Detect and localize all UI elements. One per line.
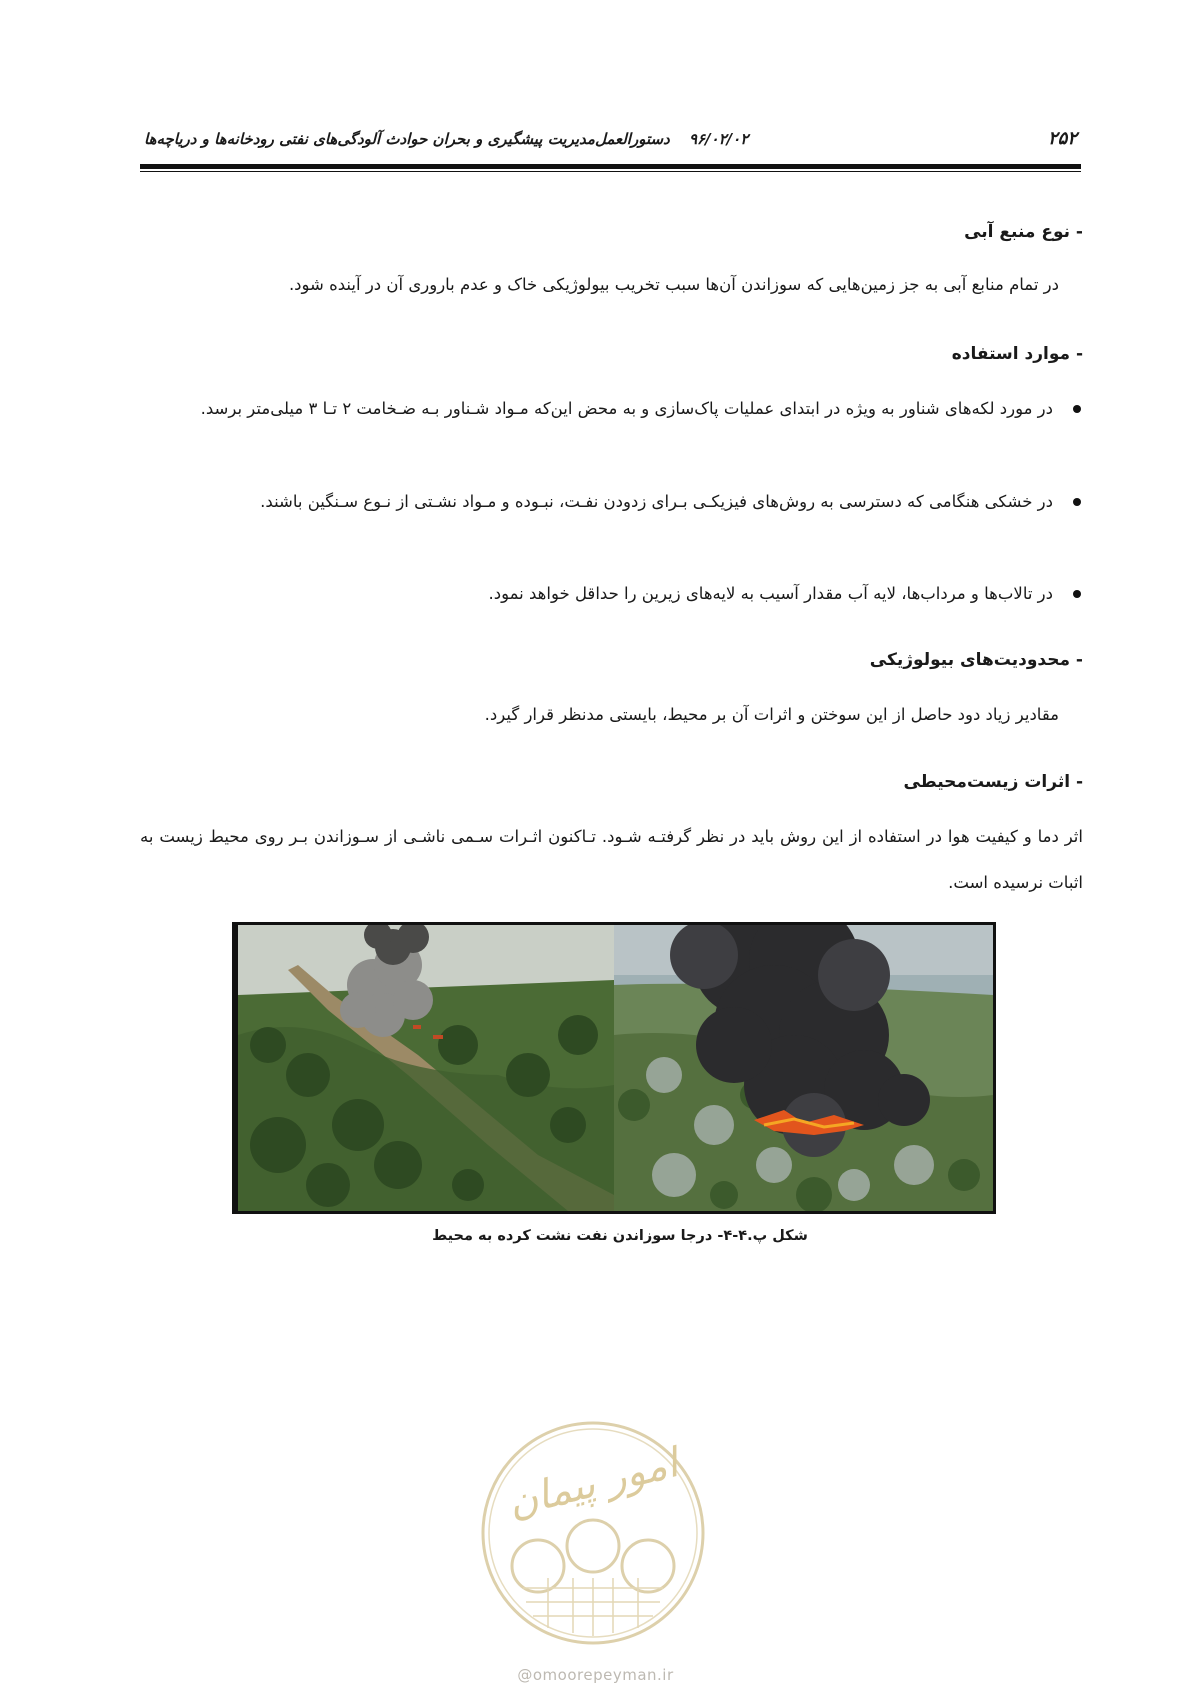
figure-caption: شکل پ.۴-۴- درجا سوزاندن نفت نشت کرده به محیط bbox=[432, 1228, 808, 1244]
header-rule-thick bbox=[140, 164, 1081, 169]
page-header bbox=[140, 128, 1081, 154]
uses-bullet-2-text: در خشکی هنگامی که دسترسی به روش‌های فیزیکـی بـرای زدودن نفـت، نبـوده و مـواد نشـتی از نـوع سـنگین باشند. bbox=[260, 492, 1053, 511]
header-title: دستورالعمل‌مدیریت پیشگیری و بحران حوادث آلودگی‌های نفتی رودخانه‌ها و دریاچه‌ها bbox=[144, 130, 670, 148]
heading-bio-limits: - محدودیت‌های بیولوژیکی bbox=[869, 650, 1083, 670]
bullet-icon bbox=[1073, 590, 1081, 598]
uses-bullet-1-text: در مورد لکه‌های شناور به ویژه در ابتدای عملیات پاک‌سازی و به محض این‌که مـواد شـناور بـه ضـخامت ۲ تـا ۳ میلی‌متر برسد. bbox=[200, 399, 1053, 418]
uses-bullet-3 bbox=[141, 571, 1081, 617]
page-number: ۲۵۲ bbox=[1047, 128, 1077, 149]
header-title-group bbox=[144, 130, 748, 148]
website-url: @omoorepeyman.ir bbox=[517, 1666, 674, 1684]
uses-bullet-1 bbox=[141, 386, 1081, 432]
bullet-icon bbox=[1073, 498, 1081, 506]
env-effects-text: اثر دما و کیفیت هوا در استفاده از این روش باید در نظر گرفتـه شـود. تـاکنون اثـرات سـمی ناشـی از سـوزاندن بـر روی محیط زیست به اثبات نرسیده است. bbox=[140, 827, 1083, 892]
heading-uses: - موارد استفاده bbox=[951, 344, 1083, 364]
heading-water-type: - نوع منبع آبی bbox=[964, 222, 1083, 242]
stamp-seal-icon bbox=[478, 1418, 708, 1648]
header-rule-thin bbox=[140, 171, 1081, 172]
photo-smoke-plume bbox=[614, 925, 993, 1211]
bullet-icon bbox=[1073, 405, 1081, 413]
uses-bullet-3-text: در تالاب‌ها و مرداب‌ها، لایه آب مقدار آسیب به لایه‌های زیرین را حداقل خواهد نمود. bbox=[488, 584, 1053, 603]
header-date: ۹۶/۰۲/۰۲ bbox=[688, 130, 749, 148]
photo-pipeline-fire-image bbox=[238, 925, 614, 1211]
svg-text:امور پیمان: امور پیمان bbox=[503, 1440, 683, 1527]
watermark-stamp bbox=[478, 1418, 708, 1648]
photo-pipeline-fire bbox=[238, 925, 614, 1211]
heading-env-effects: - اثرات زیست‌محیطی bbox=[903, 772, 1083, 792]
photo-smoke-plume-image bbox=[614, 925, 993, 1211]
water-type-text: در تمام منابع آبی به جز زمین‌هایی که سوزاندن آن‌ها سبب تخریب بیولوژیکی خاک و عدم باروری آن در آینده شود. bbox=[288, 275, 1059, 294]
bio-limits-text: مقادیر زیاد دود حاصل از این سوختن و اثرات آن بر محیط، بایستی مدنظر قرار گیرد. bbox=[484, 705, 1059, 724]
uses-bullet-2 bbox=[141, 479, 1081, 525]
figure-photos bbox=[232, 922, 996, 1214]
